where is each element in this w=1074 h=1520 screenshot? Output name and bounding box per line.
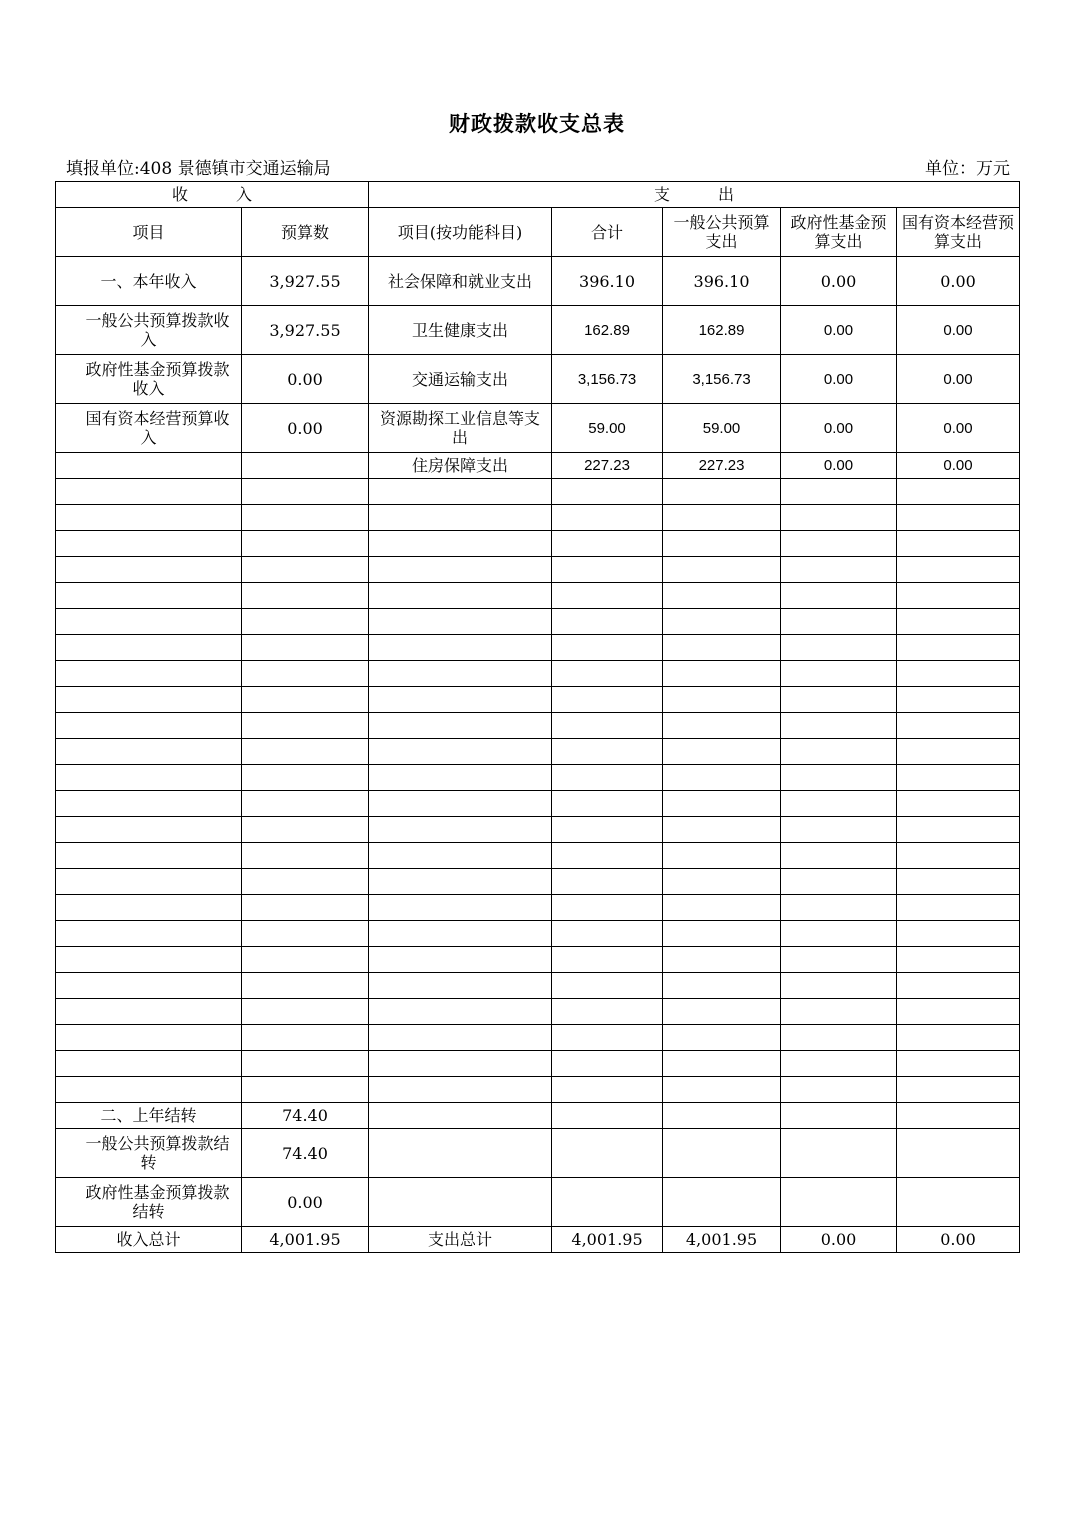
cell: 资源勘探工业信息等支出 (369, 404, 552, 453)
cell (781, 739, 897, 765)
reporting-unit: 填报单位:408 景德镇市交通运输局 (66, 159, 331, 179)
cell (242, 687, 369, 713)
cell (663, 479, 781, 505)
column-header-row (56, 208, 1020, 257)
cell (242, 817, 369, 843)
cell: 74.40 (242, 1103, 369, 1129)
cell (552, 1178, 663, 1227)
cell: 0.00 (781, 306, 897, 355)
cell (897, 869, 1020, 895)
cell (242, 739, 369, 765)
cell (242, 453, 369, 479)
cell (242, 1025, 369, 1051)
cell (552, 843, 663, 869)
cell: 0.00 (242, 404, 369, 453)
cell (369, 1077, 552, 1103)
blank-row (56, 687, 1020, 713)
cell (663, 557, 781, 583)
cell (56, 765, 242, 791)
cell (552, 791, 663, 817)
cell (781, 895, 897, 921)
blank-row (56, 947, 1020, 973)
cell (663, 505, 781, 531)
cell (663, 947, 781, 973)
col-header: 政府性基金预算支出 (781, 208, 897, 257)
cell (663, 1025, 781, 1051)
cell (369, 635, 552, 661)
cell (781, 1025, 897, 1051)
cell: 0.00 (781, 453, 897, 479)
cell: 二、上年结转 (56, 1103, 242, 1129)
page-title: 财政拨款收支总表 (449, 111, 625, 136)
blank-row (56, 583, 1020, 609)
cell: 396.10 (663, 257, 781, 306)
cell (369, 791, 552, 817)
cell: 住房保障支出 (369, 453, 552, 479)
cell (369, 973, 552, 999)
cell (369, 609, 552, 635)
cell (552, 479, 663, 505)
income-group-header: 收 入 (56, 182, 369, 208)
col-header: 国有资本经营预算支出 (897, 208, 1020, 257)
blank-rows (56, 479, 1020, 1103)
cell (242, 531, 369, 557)
blank-row (56, 635, 1020, 661)
cell (897, 817, 1020, 843)
cell (897, 947, 1020, 973)
cell: 162.89 (663, 306, 781, 355)
col-header: 合计 (552, 208, 663, 257)
cell: 4,001.95 (663, 1227, 781, 1253)
cell (663, 609, 781, 635)
blank-row (56, 479, 1020, 505)
cell (781, 505, 897, 531)
cell (56, 505, 242, 531)
cell (369, 947, 552, 973)
cell (242, 1051, 369, 1077)
cell (56, 921, 242, 947)
cell (552, 713, 663, 739)
cell: 0.00 (897, 404, 1020, 453)
cell: 0.00 (242, 1178, 369, 1227)
cell (897, 505, 1020, 531)
cell: 162.89 (552, 306, 663, 355)
cell (897, 479, 1020, 505)
cell (56, 895, 242, 921)
cell (552, 1051, 663, 1077)
col-header: 项目 (56, 208, 242, 257)
cell (552, 1103, 663, 1129)
blank-row (56, 1077, 1020, 1103)
cell (552, 1077, 663, 1103)
cell: 政府性基金预算拨款结转 (56, 1178, 242, 1227)
cell (242, 583, 369, 609)
cell (897, 1051, 1020, 1077)
cell (552, 895, 663, 921)
blank-row (56, 869, 1020, 895)
cell (242, 895, 369, 921)
cell (663, 661, 781, 687)
cell (242, 479, 369, 505)
cell (781, 1129, 897, 1178)
cell (663, 895, 781, 921)
cell (663, 1077, 781, 1103)
cell (369, 1103, 552, 1129)
table-row (56, 453, 1020, 479)
cell (369, 687, 552, 713)
cell (369, 843, 552, 869)
cell (781, 557, 897, 583)
cell (781, 661, 897, 687)
cell (369, 557, 552, 583)
table-row (56, 306, 1020, 355)
cell (663, 583, 781, 609)
cell (552, 687, 663, 713)
group-header-row (56, 182, 1020, 208)
cell: 国有资本经营预算收入 (56, 404, 242, 453)
cell: 0.00 (897, 1227, 1020, 1253)
cell (663, 713, 781, 739)
cell (369, 895, 552, 921)
cell (552, 1129, 663, 1178)
cell (781, 947, 897, 973)
cell (369, 1025, 552, 1051)
table-row (56, 1178, 1020, 1227)
cell (369, 479, 552, 505)
cell (781, 921, 897, 947)
cell (242, 661, 369, 687)
cell (897, 1103, 1020, 1129)
cell (663, 635, 781, 661)
cell (56, 1051, 242, 1077)
cell (781, 999, 897, 1025)
cell: 0.00 (781, 257, 897, 306)
cell (56, 1077, 242, 1103)
table-row (56, 1103, 1020, 1129)
blank-row (56, 817, 1020, 843)
cell: 交通运输支出 (369, 355, 552, 404)
cell (242, 869, 369, 895)
cell (897, 843, 1020, 869)
cell (242, 505, 369, 531)
cell (781, 843, 897, 869)
cell (781, 817, 897, 843)
cell (663, 531, 781, 557)
cell: 59.00 (552, 404, 663, 453)
cell (897, 999, 1020, 1025)
cell (781, 765, 897, 791)
cell (56, 635, 242, 661)
cell (242, 765, 369, 791)
cell (897, 921, 1020, 947)
cell: 0.00 (897, 257, 1020, 306)
cell (369, 739, 552, 765)
cell (781, 1103, 897, 1129)
table-row (56, 1129, 1020, 1178)
cell (552, 505, 663, 531)
cell (897, 713, 1020, 739)
cell: 3,156.73 (552, 355, 663, 404)
cell (56, 869, 242, 895)
cell: 3,927.55 (242, 306, 369, 355)
cell: 0.00 (242, 355, 369, 404)
cell (897, 583, 1020, 609)
cell: 一、本年收入 (56, 257, 242, 306)
cell (552, 999, 663, 1025)
cell (781, 635, 897, 661)
cell: 0.00 (897, 355, 1020, 404)
cell (369, 817, 552, 843)
cell: 0.00 (897, 453, 1020, 479)
cell (56, 687, 242, 713)
cell (663, 817, 781, 843)
cell: 3,927.55 (242, 257, 369, 306)
cell: 0.00 (781, 1227, 897, 1253)
cell: 收入总计 (56, 1227, 242, 1253)
cell (552, 947, 663, 973)
cell (552, 583, 663, 609)
table-row (56, 404, 1020, 453)
cell (369, 661, 552, 687)
cell (242, 635, 369, 661)
cell: 4,001.95 (552, 1227, 663, 1253)
cell (897, 765, 1020, 791)
cell (552, 1025, 663, 1051)
cell (663, 973, 781, 999)
cell (897, 1129, 1020, 1178)
cell (663, 999, 781, 1025)
cell (242, 973, 369, 999)
cell (369, 765, 552, 791)
cell: 74.40 (242, 1129, 369, 1178)
blank-row (56, 609, 1020, 635)
cell (663, 921, 781, 947)
cell (663, 765, 781, 791)
cell: 227.23 (663, 453, 781, 479)
cell (369, 583, 552, 609)
blank-row (56, 999, 1020, 1025)
cell (897, 791, 1020, 817)
cell (781, 713, 897, 739)
cell (552, 609, 663, 635)
table-row (56, 257, 1020, 306)
cell (242, 1077, 369, 1103)
cell (897, 661, 1020, 687)
cell (663, 1129, 781, 1178)
cell (663, 791, 781, 817)
cell (897, 1178, 1020, 1227)
cell (897, 895, 1020, 921)
cell: 社会保障和就业支出 (369, 257, 552, 306)
cell (897, 973, 1020, 999)
currency-unit: 单位：万元 (925, 159, 1010, 179)
cell (56, 817, 242, 843)
cell (369, 505, 552, 531)
cell: 一般公共预算拨款结转 (56, 1129, 242, 1178)
cell (56, 583, 242, 609)
cell: 支出总计 (369, 1227, 552, 1253)
cell (552, 531, 663, 557)
cell (56, 557, 242, 583)
cell (897, 1025, 1020, 1051)
cell (781, 1051, 897, 1077)
blank-row (56, 921, 1020, 947)
cell (56, 453, 242, 479)
cell (781, 1077, 897, 1103)
cell (552, 557, 663, 583)
cell (897, 531, 1020, 557)
cell (552, 921, 663, 947)
blank-row (56, 661, 1020, 687)
cell (897, 1077, 1020, 1103)
cell: 227.23 (552, 453, 663, 479)
cell: 59.00 (663, 404, 781, 453)
cell (552, 739, 663, 765)
cell (56, 843, 242, 869)
cell (781, 687, 897, 713)
total-row (56, 1227, 1020, 1253)
cell (56, 479, 242, 505)
cell (897, 557, 1020, 583)
cell (56, 661, 242, 687)
cell (242, 557, 369, 583)
cell (552, 973, 663, 999)
cell (663, 1103, 781, 1129)
cell (663, 843, 781, 869)
cell (369, 1178, 552, 1227)
cell (552, 661, 663, 687)
cell (56, 947, 242, 973)
cell (663, 1178, 781, 1227)
cell: 0.00 (781, 355, 897, 404)
cell (56, 531, 242, 557)
cell (369, 1129, 552, 1178)
cell (552, 869, 663, 895)
cell (897, 635, 1020, 661)
cell (369, 713, 552, 739)
cell (56, 1025, 242, 1051)
blank-row (56, 531, 1020, 557)
blank-row (56, 557, 1020, 583)
cell (242, 609, 369, 635)
cell (897, 739, 1020, 765)
cell (369, 921, 552, 947)
blank-row (56, 713, 1020, 739)
cell (242, 921, 369, 947)
cell (552, 817, 663, 843)
budget-table (55, 181, 1020, 1253)
cell (781, 791, 897, 817)
cell (369, 531, 552, 557)
cell (56, 739, 242, 765)
cell (781, 869, 897, 895)
cell (781, 973, 897, 999)
cell (56, 973, 242, 999)
blank-row (56, 895, 1020, 921)
cell (56, 713, 242, 739)
cell (781, 531, 897, 557)
col-header: 项目(按功能科目) (369, 208, 552, 257)
cell (369, 999, 552, 1025)
cell: 4,001.95 (242, 1227, 369, 1253)
cell: 0.00 (897, 306, 1020, 355)
cell (242, 843, 369, 869)
cell (663, 687, 781, 713)
cell (56, 791, 242, 817)
cell (369, 1051, 552, 1077)
cell (56, 999, 242, 1025)
cell: 3,156.73 (663, 355, 781, 404)
cell: 一般公共预算拨款收入 (56, 306, 242, 355)
expense-group-header: 支 出 (369, 182, 1020, 208)
cell (369, 869, 552, 895)
cell (552, 765, 663, 791)
blank-row (56, 973, 1020, 999)
cell (56, 609, 242, 635)
cell (897, 609, 1020, 635)
cell (663, 869, 781, 895)
cell (552, 635, 663, 661)
blank-row (56, 739, 1020, 765)
blank-row (56, 505, 1020, 531)
blank-row (56, 765, 1020, 791)
cell: 卫生健康支出 (369, 306, 552, 355)
cell (663, 1051, 781, 1077)
cell: 0.00 (781, 404, 897, 453)
cell: 政府性基金预算拨款收入 (56, 355, 242, 404)
cell (781, 1178, 897, 1227)
cell (663, 739, 781, 765)
cell (242, 999, 369, 1025)
table-row (56, 355, 1020, 404)
cell (242, 947, 369, 973)
col-header: 一般公共预算支出 (663, 208, 781, 257)
blank-row (56, 1051, 1020, 1077)
blank-row (56, 843, 1020, 869)
cell (242, 713, 369, 739)
cell: 396.10 (552, 257, 663, 306)
cell (781, 583, 897, 609)
cell (242, 791, 369, 817)
cell (781, 609, 897, 635)
blank-row (56, 791, 1020, 817)
cell (781, 479, 897, 505)
cell (897, 687, 1020, 713)
col-header: 预算数 (242, 208, 369, 257)
blank-row (56, 1025, 1020, 1051)
